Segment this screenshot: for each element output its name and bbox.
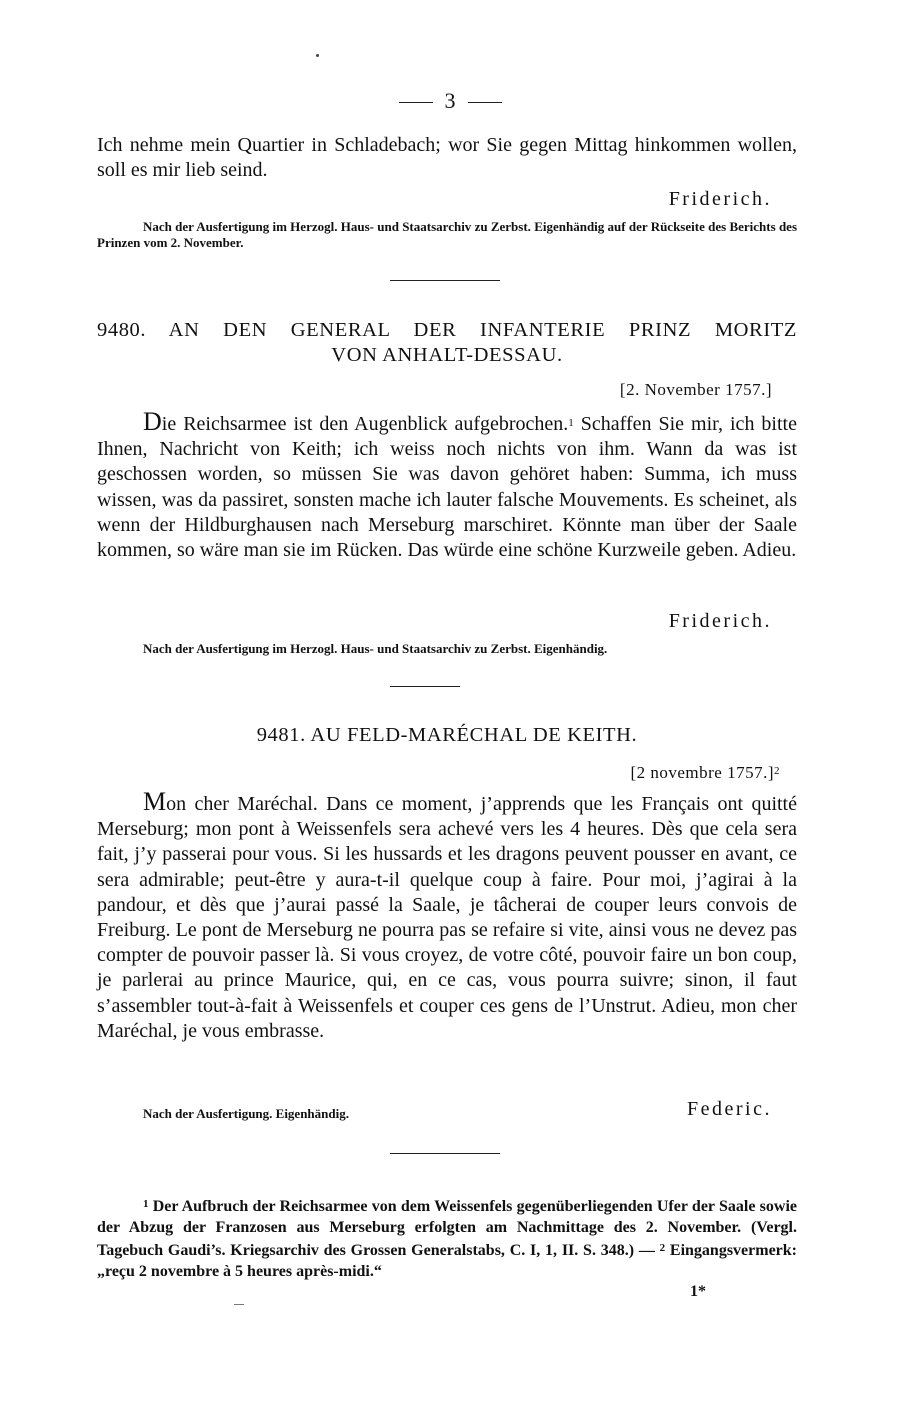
- letter-9480-heading: [97, 318, 797, 368]
- page-number-header: [380, 88, 520, 114]
- footnote-2-text: Eingangsvermerk: „reçu 2 novembre à 5 heures après-midi.“: [97, 1242, 798, 1280]
- prev-letter-text: Ich nehme mein Quartier in Schladebach; wor Sie gegen Mittag hinkommen wollen, soll es mir lieb seind.: [97, 134, 797, 182]
- letter-9481-body-text: on cher Maréchal. Dans ce moment, j’apprends que les Français ont quitté Merseburg; mon pont à Weissenfels sera achevé vers les 4 heures. Dès que cela sera fait, j’y passerai pour vous. Si les hussards et les dragons peuvent pousser en avant, ce sera admirable; peut-être y aura-t-il quelque coup à faire. Pour moi, j’agirai à la pandour, et dès que j’aurai passé la Saale, je tâcherai de couper leurs convois de Freiburg. Le pont de Merseburg ne pourra pas se refaire si vite, ainsi vous ne devez pas compter de pouvoir passer là. Si vous croyez, de votre côté, pouvoir faire un bon coup, je parlerai au prince Maurice, qui, en ce cas, vous pourra suivre; sinon, il faut s’assembler tout-à-fait à Weissenfels et couper ces gens de l’Unstrut. Adieu, mon cher Maréchal, je vous embrasse.: [97, 793, 797, 1042]
- page-number: 3: [444, 88, 456, 113]
- letter-9481-body: [97, 789, 797, 1044]
- footnote-2-marker: 2: [659, 1242, 666, 1254]
- footnote-1-text: Der Aufbruch der Reichsarmee von dem Weissenfels gegenüberliegenden Ufer der Saale sowie der Abzug der Franzosen aus Merseburg erfolgten am Nachmittage des 2. November. (Vergl. Tagebuch Gaudi’s. Kriegsarchiv des Grossen Generalstabs, C. I, 1, II. S. 348.) —: [97, 1198, 797, 1259]
- signature-mark: 1*: [690, 1283, 706, 1300]
- letter-9480-initial: D: [143, 407, 162, 436]
- letter-9481-signature: Federic.: [687, 1098, 772, 1120]
- letter-9480-body-a: ie Reichsarmee ist den Augenblick aufgebrochen.: [161, 413, 569, 435]
- prev-letter-signature: Friderich.: [668, 188, 772, 210]
- letter-9480-signature: Friderich.: [668, 610, 772, 632]
- letter-9481-date-footnote-marker: 2: [774, 765, 780, 777]
- paper-speck: [316, 54, 319, 57]
- letter-9480-heading-line1: 9480. AN DEN GENERAL DER INFANTERIE PRINZ MORITZ: [97, 319, 797, 341]
- letter-9481-date: [2 novembre 1757.]: [630, 763, 774, 782]
- letter-9480-footnote-marker: 1: [568, 417, 574, 429]
- letter-9481-initial: M: [143, 787, 167, 816]
- header-dash-right: [468, 102, 502, 103]
- letter-9480-body: [97, 409, 797, 563]
- prev-letter-text-block: [97, 133, 797, 183]
- letter-9480-date: [2. November 1757.]: [619, 380, 772, 399]
- footnote-text: [97, 1194, 797, 1282]
- letter-9481-heading: 9481. AU FELD-MARÉCHAL DE KEITH.: [256, 724, 638, 746]
- paper-smudge: [234, 1304, 244, 1305]
- letter-9480-body-block: [97, 409, 797, 563]
- letter-9481-date-block: [480, 763, 780, 783]
- letter-9481-source-note: Nach der Ausfertigung. Eigenhändig.: [143, 1106, 349, 1121]
- footnotes-block: [97, 1194, 797, 1282]
- prev-letter-source-note: [97, 219, 797, 251]
- letter-9480-source-note: Nach der Ausfertigung im Herzogl. Haus- und Staatsarchiv zu Zerbst. Eigenhändig.: [143, 641, 608, 656]
- section-divider: [390, 686, 460, 687]
- footnote-divider: [390, 1153, 500, 1154]
- header-dash-left: [399, 102, 433, 103]
- letter-9481-body-block: [97, 789, 797, 1044]
- footnote-1-marker: 1: [143, 1198, 149, 1210]
- letter-9480-heading-line2: VON ANHALT-DESSAU.: [331, 344, 563, 366]
- prev-letter-source-note-text: Nach der Ausfertigung im Herzogl. Haus- und Staatsarchiv zu Zerbst. Eigenhändig auf der Rückseite des Berichts des Prinzen vom 2. November.: [97, 219, 797, 250]
- letter-9480-body-b: Schaffen Sie mir, ich bitte Ihnen, Nachricht von Keith; ich weiss noch nichts von ihm. Wann da was ist geschossen worden, so müssen Sie was davon gehöret haben: Summa, ich muss wissen, was da passiret, sonsten mache ich lauter falsche Mouvements. Es scheinet, als wenn der Hildburghausen nach Merseburg marschiret. Könnte man über der Saale kommen, so wäre man sie im Rücken. Das würde eine schöne Kurzweile geben. Adieu.: [97, 413, 797, 562]
- section-divider: [390, 280, 500, 281]
